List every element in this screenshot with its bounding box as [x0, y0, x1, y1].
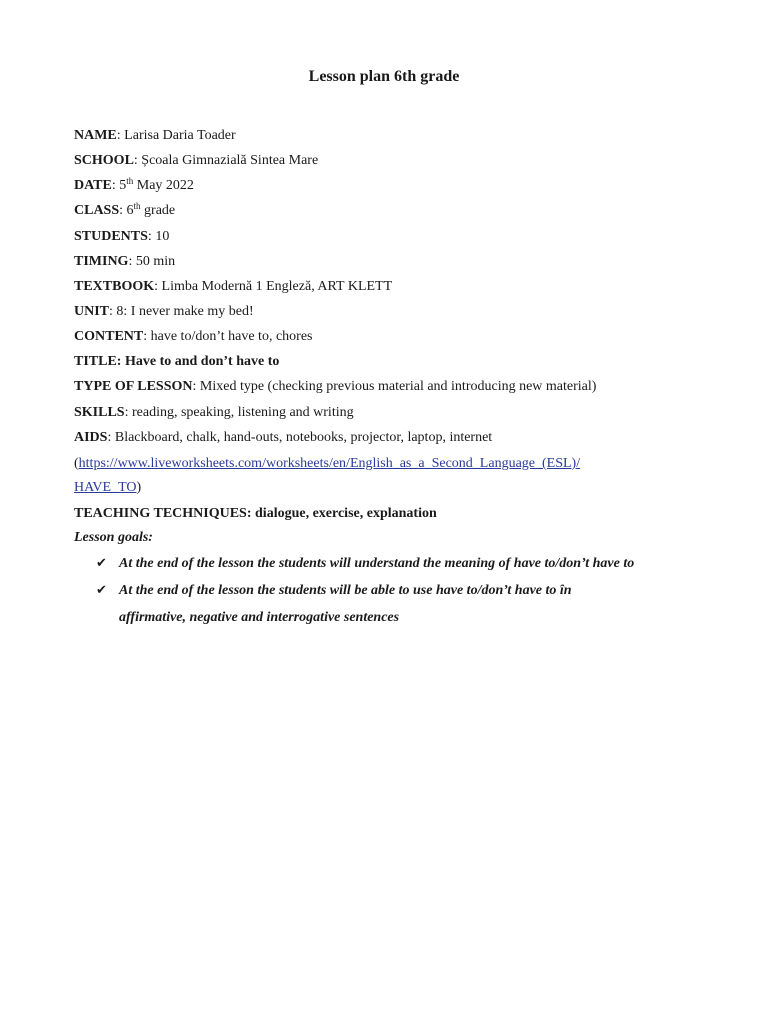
goal-item — [96, 582, 572, 600]
field-sep: : — [107, 430, 112, 445]
field-school — [74, 152, 318, 170]
checkmark-icon: ✔ — [96, 583, 107, 598]
field-value-rest: May 2022 — [133, 178, 194, 193]
field-label: TEACHING TECHNIQUES: — [74, 506, 252, 521]
field-name — [74, 127, 236, 145]
field-label: DATE — [74, 178, 112, 193]
field-value: Școala Gimnazială Sintea Mare — [137, 153, 319, 168]
field-label: TEXTBOOK — [74, 279, 155, 294]
ordinal-suffix: th — [133, 201, 141, 211]
field-label: SKILLS — [74, 405, 125, 420]
field-value-rest: grade — [140, 203, 176, 218]
aids-link-line-1 — [74, 455, 580, 473]
field-date — [74, 177, 194, 195]
aids-link-line-2 — [74, 479, 141, 497]
ordinal-suffix: th — [126, 176, 134, 186]
field-label: CONTENT — [74, 329, 144, 344]
field-sep: : — [147, 229, 152, 244]
field-sep: : — [124, 405, 129, 420]
field-value: 8: I never make my bed! — [112, 304, 254, 319]
field-sep: : — [116, 128, 121, 143]
worksheet-link-continued[interactable]: HAVE_TO — [74, 480, 137, 495]
field-value: Larisa Daria Toader — [120, 128, 236, 143]
field-students — [74, 228, 169, 246]
goal-text: At the end of the lesson the students will understand the meaning of have to/don’t have to — [119, 556, 635, 571]
field-label: SCHOOL — [74, 153, 134, 168]
field-value: 10 — [151, 229, 170, 244]
field-label: STUDENTS — [74, 229, 148, 244]
field-value: Blackboard, chalk, hand-outs, notebooks, projector, laptop, internet — [111, 430, 493, 445]
checkmark-icon: ✔ — [96, 556, 107, 571]
field-sep: : — [128, 254, 133, 269]
field-value: 5 — [115, 178, 127, 193]
paren-close: ) — [136, 480, 142, 495]
field-value: dialogue, exercise, explanation — [251, 506, 437, 521]
field-label: AIDS — [74, 430, 108, 445]
field-label: NAME — [74, 128, 117, 143]
field-class — [74, 202, 175, 220]
field-sep: : — [143, 329, 148, 344]
field-sep: : — [192, 379, 197, 394]
field-type-of-lesson — [74, 378, 596, 396]
field-value: Have to and don’t have to — [121, 354, 280, 369]
field-sep: : — [119, 203, 124, 218]
field-unit — [74, 303, 254, 321]
field-label: CLASS — [74, 203, 120, 218]
field-value: 50 min — [132, 254, 176, 269]
field-skills — [74, 404, 354, 422]
field-value: Limba Modernă 1 Engleză, ART KLETT — [158, 279, 393, 294]
worksheet-link[interactable]: https://www.liveworksheets.com/worksheets/en/English_as_a_Second_Language_(ESL)/ — [78, 456, 581, 471]
field-sep: : — [109, 304, 113, 319]
field-value: reading, speaking, listening and writing — [128, 405, 354, 420]
field-value: have to/don’t have to, chores — [147, 329, 313, 344]
field-teaching-techniques — [74, 505, 437, 523]
goal-text: At the end of the lesson the students will be able to use have to/don’t have to în — [119, 583, 572, 598]
field-label: TYPE OF LESSON — [74, 379, 193, 394]
field-value: Mixed type (checking previous material and introducing new material) — [196, 379, 597, 394]
field-value: 6 — [123, 203, 134, 218]
field-title — [74, 353, 279, 371]
field-label: TITLE: — [74, 354, 122, 369]
field-aids — [74, 429, 492, 447]
lesson-goals-heading: Lesson goals: — [74, 530, 153, 545]
paren-open: ( — [74, 456, 79, 471]
document-title: Lesson plan 6th grade — [308, 68, 460, 85]
field-sep: : — [154, 279, 159, 294]
field-textbook — [74, 278, 392, 296]
field-label: UNIT — [74, 304, 110, 319]
field-sep: : — [111, 178, 116, 193]
field-content — [74, 328, 313, 346]
field-label: TIMING — [74, 254, 129, 269]
goal-text-continuation: affirmative, negative and interrogative sentences — [119, 610, 400, 625]
field-timing — [74, 253, 175, 271]
goal-item — [96, 555, 634, 573]
field-sep: : — [133, 153, 138, 168]
